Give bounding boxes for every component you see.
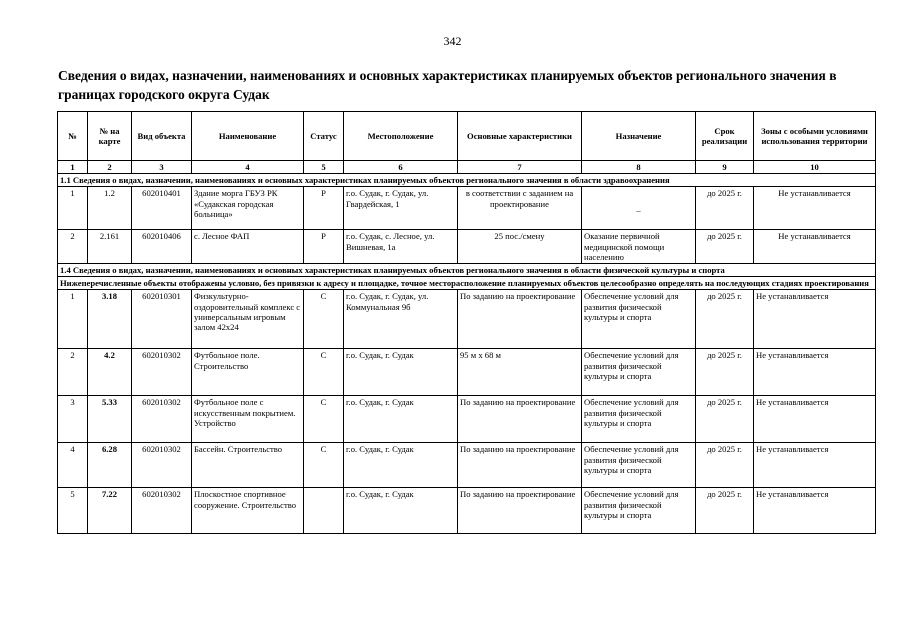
column-number: 4 (192, 161, 304, 174)
cell-map-number: 3.18 (88, 290, 132, 349)
header-cell: Вид объекта (132, 112, 192, 161)
section-heading-row (58, 174, 876, 187)
cell-term: до 2025 г. (696, 396, 754, 443)
cell-location: г.о. Судак, г. Судак (344, 443, 458, 488)
table-row (58, 443, 876, 488)
cell-name: с. Лесное ФАП (192, 230, 304, 264)
cell-term: до 2025 г. (696, 187, 754, 230)
cell-map-number: 1.2 (88, 187, 132, 230)
cell-name: Плоскостное спортивное сооружение. Строительство (192, 488, 304, 534)
cell-number: 4 (58, 443, 88, 488)
cell-map-number: 7.22 (88, 488, 132, 534)
cell-characteristics: По заданию на проектирование (458, 488, 582, 534)
cell-zones: Не устанавливается (754, 230, 876, 264)
cell-characteristics: в соответствии с заданием на проектирование (458, 187, 582, 230)
cell-location: г.о. Судак, г. Судак (344, 396, 458, 443)
column-number: 9 (696, 161, 754, 174)
document-title: Сведения о видах, назначении, наименованиях и основных характеристиках планируемых объектов регионального значения в границах городского округа Судак (58, 68, 837, 102)
cell-location: г.о. Судак, г. Судак (344, 488, 458, 534)
cell-status: Р (304, 230, 344, 264)
cell-term: до 2025 г. (696, 349, 754, 396)
cell-zones: Не устанавливается (754, 488, 876, 534)
cell-term: до 2025 г. (696, 443, 754, 488)
cell-purpose: Обеспечение условий для развития физической культуры и спорта (582, 290, 696, 349)
cell-map-number: 4.2 (88, 349, 132, 396)
header-cell: Местоположение (344, 112, 458, 161)
cell-zones: Не устанавливается (754, 349, 876, 396)
table-row (58, 396, 876, 443)
cell-map-number: 6.28 (88, 443, 132, 488)
cell-status: Р (304, 187, 344, 230)
cell-characteristics: По заданию на проектирование (458, 290, 582, 349)
cell-name: Физкультурно-оздоровительный комплекс с универсальным игровым залом 42х24 (192, 290, 304, 349)
cell-purpose: Обеспечение условий для развития физической культуры и спорта (582, 396, 696, 443)
cell-status: С (304, 349, 344, 396)
header-cell: Наименование (192, 112, 304, 161)
column-number: 7 (458, 161, 582, 174)
cell-zones: Не устанавливается (754, 443, 876, 488)
cell-zones: Не устанавливается (754, 290, 876, 349)
cell-name: Бассейн. Строительство (192, 443, 304, 488)
cell-object-kind: 602010302 (132, 443, 192, 488)
header-cell: Статус (304, 112, 344, 161)
header-cell: Зоны с особыми условиями использования территории (754, 112, 876, 161)
cell-number: 1 (58, 187, 88, 230)
cell-object-kind: 602010301 (132, 290, 192, 349)
table-row (58, 230, 876, 264)
cell-term: до 2025 г. (696, 230, 754, 264)
cell-status: С (304, 290, 344, 349)
header-row (58, 112, 876, 161)
cell-number: 3 (58, 396, 88, 443)
cell-number: 2 (58, 349, 88, 396)
cell-object-kind: 602010406 (132, 230, 192, 264)
cell-location: г.о. Судак, г. Судак (344, 349, 458, 396)
cell-location: г.о. Судак, г. Судак, ул. Гвардейская, 1 (344, 187, 458, 230)
column-number: 3 (132, 161, 192, 174)
cell-term: до 2025 г. (696, 488, 754, 534)
cell-object-kind: 602010302 (132, 396, 192, 443)
cell-object-kind: 602010401 (132, 187, 192, 230)
cell-number: 5 (58, 488, 88, 534)
section-heading-sport: 1.4 Сведения о видах, назначении, наименованиях и основных характеристиках планируемых объектов регионального значения в области физической культуры и спорта (58, 264, 876, 277)
cell-purpose: Обеспечение условий для развития физической культуры и спорта (582, 488, 696, 534)
cell-number: 2 (58, 230, 88, 264)
cell-status: С (304, 396, 344, 443)
cell-status: С (304, 443, 344, 488)
cell-location: г.о. Судак, с. Лесное, ул. Вишневая, 1а (344, 230, 458, 264)
table-row (58, 488, 876, 534)
column-number: 5 (304, 161, 344, 174)
table-row (58, 187, 876, 230)
table-row (58, 290, 876, 349)
cell-characteristics: 95 м х 68 м (458, 349, 582, 396)
cell-status (304, 488, 344, 534)
cell-object-kind: 602010302 (132, 488, 192, 534)
sport-note: Нижеперечисленные объекты отображены условно, без привязки к адресу и площадке, точное месторасположение планируемых объектов целесообразно определять на последующих стадиях проектирования (58, 277, 876, 290)
cell-characteristics: По заданию на проектирование (458, 443, 582, 488)
table-row (58, 349, 876, 396)
cell-object-kind: 602010302 (132, 349, 192, 396)
note-row (58, 277, 876, 290)
cell-zones: Не устанавливается (754, 187, 876, 230)
cell-purpose: Оказание первичной медицинской помощи населению (582, 230, 696, 264)
cell-name: Здание морга ГБУЗ РК «Судакская городская больница» (192, 187, 304, 230)
cell-name: Футбольное поле с искусственным покрытием. Устройство (192, 396, 304, 443)
cell-location: г.о. Судак, г. Судак, ул. Коммунальная 9б (344, 290, 458, 349)
cell-zones: Не устанавливается (754, 396, 876, 443)
column-number: 1 (58, 161, 88, 174)
cell-purpose: _ (582, 187, 696, 230)
header-cell: Назначение (582, 112, 696, 161)
header-cell: № на карте (88, 112, 132, 161)
column-number: 10 (754, 161, 876, 174)
section-heading-row (58, 264, 876, 277)
cell-purpose: Обеспечение условий для развития физической культуры и спорта (582, 443, 696, 488)
cell-characteristics: 25 пос./смену (458, 230, 582, 264)
column-number-row (58, 161, 876, 174)
cell-number: 1 (58, 290, 88, 349)
header-cell: Срок реализации (696, 112, 754, 161)
column-number: 8 (582, 161, 696, 174)
cell-term: до 2025 г. (696, 290, 754, 349)
cell-purpose: Обеспечение условий для развития физической культуры и спорта (582, 349, 696, 396)
header-cell: Основные характеристики (458, 112, 582, 161)
objects-table (57, 111, 876, 534)
cell-map-number: 5.33 (88, 396, 132, 443)
column-number: 2 (88, 161, 132, 174)
page-number: 342 (443, 34, 462, 48)
column-number: 6 (344, 161, 458, 174)
header-cell: № (58, 112, 88, 161)
cell-map-number: 2.161 (88, 230, 132, 264)
cell-characteristics: По заданию на проектирование (458, 396, 582, 443)
cell-name: Футбольное поле. Строительство (192, 349, 304, 396)
section-heading-health: 1.1 Сведения о видах, назначении, наименованиях и основных характеристиках планируемых объектов регионального значения в области здравоохранения (58, 174, 876, 187)
